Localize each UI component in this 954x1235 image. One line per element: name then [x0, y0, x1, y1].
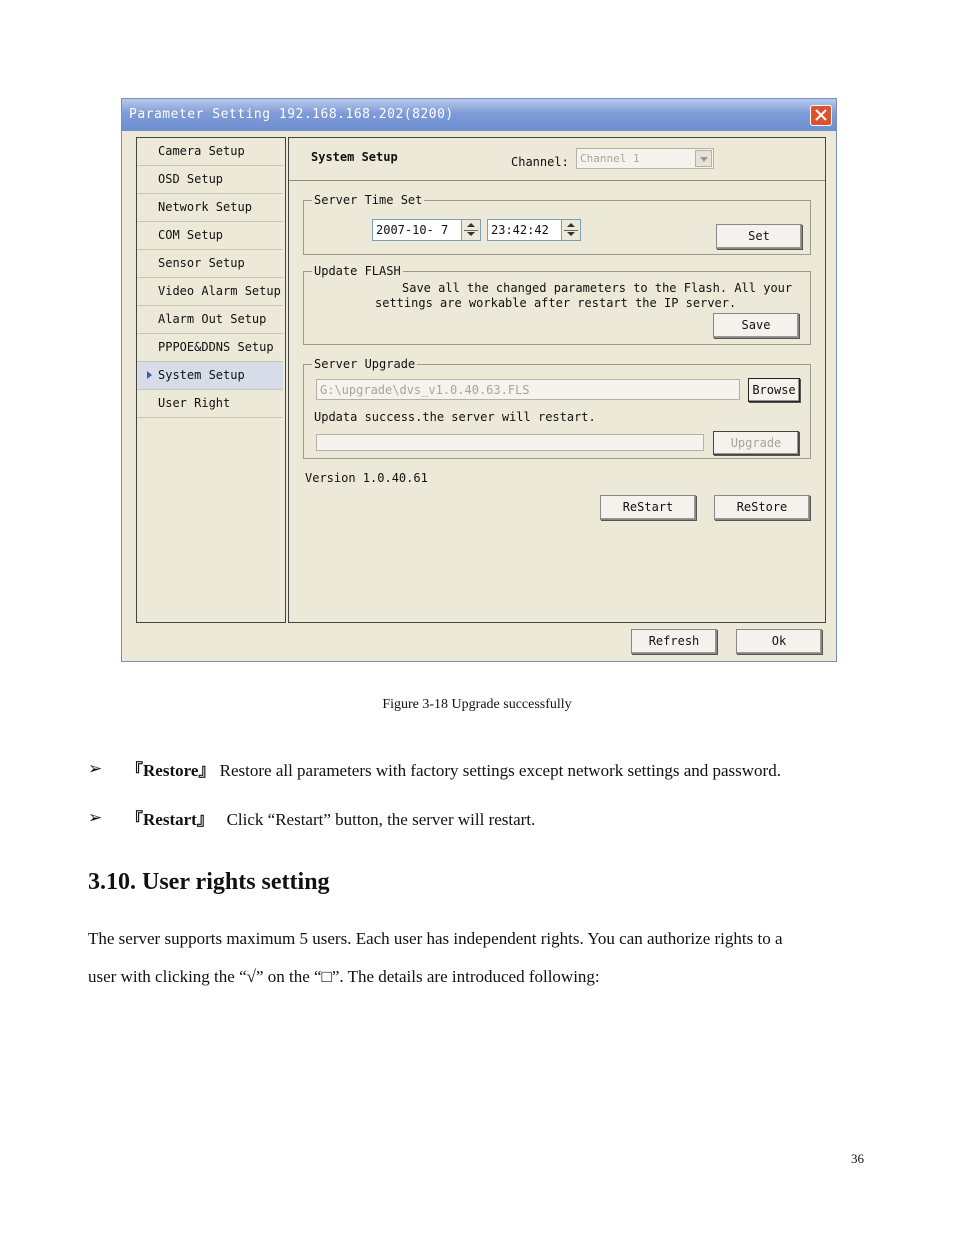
- arrow-bullet-icon: ➢: [88, 759, 103, 778]
- save-button[interactable]: Save: [713, 313, 799, 338]
- flash-text-line1: Save all the changed parameters to the Flash. All your: [402, 281, 793, 295]
- nav-item-video-alarm-setup[interactable]: Video Alarm Setup: [137, 278, 283, 306]
- nav-item-system-setup[interactable]: System Setup: [137, 362, 283, 390]
- arrow-bullet-icon: ➢: [88, 808, 103, 827]
- restart-button[interactable]: ReStart: [600, 495, 696, 520]
- page-number: 36: [851, 1151, 864, 1166]
- nav-item-user-right[interactable]: User Right: [137, 390, 283, 418]
- bullet-text: Restore all parameters with factory settings except network settings and password.: [215, 761, 781, 780]
- bullet-term: 『Restore』: [126, 761, 216, 780]
- bullet-text: Click “Restart” button, the server will restart.: [213, 810, 536, 829]
- upgrade-button[interactable]: Upgrade: [713, 431, 799, 455]
- upgrade-status-text: Updata success.the server will restart.: [314, 410, 596, 424]
- channel-label: Channel:: [511, 155, 569, 169]
- date-spinner[interactable]: [461, 219, 481, 241]
- flash-text-line2: settings are workable after restart the IP server.: [375, 296, 737, 310]
- update-flash-legend: Update FLASH: [314, 264, 401, 278]
- nav-item-camera-setup[interactable]: Camera Setup: [137, 138, 283, 166]
- date-field[interactable]: 2007-10- 7: [372, 219, 462, 241]
- server-time-legend: Server Time Set: [314, 193, 423, 207]
- nav-item-network-setup[interactable]: Network Setup: [137, 194, 283, 222]
- paragraph-line-2: user with clicking the “√” on the “□”. The details are introduced following:: [88, 967, 600, 986]
- figure-caption: Figure 3-18 Upgrade successfully: [382, 697, 572, 712]
- upgrade-progress-bar: [316, 434, 704, 451]
- system-setup-panel: [288, 137, 826, 623]
- nav-item-alarm-out-setup[interactable]: Alarm Out Setup: [137, 306, 283, 334]
- close-icon: [815, 109, 827, 121]
- update-flash-group: [303, 264, 811, 345]
- parameter-setting-window: [121, 98, 837, 662]
- window-title: Parameter Setting 192.168.168.202(8200): [129, 107, 454, 122]
- nav-item-pppoe-ddns-setup[interactable]: PPPOE&DDNS Setup: [137, 334, 283, 362]
- server-upgrade-legend: Server Upgrade: [314, 357, 416, 371]
- section-title: System Setup: [311, 150, 398, 164]
- browse-button[interactable]: Browse: [748, 378, 800, 402]
- header-divider: [289, 180, 825, 181]
- time-spinner[interactable]: [561, 219, 581, 241]
- set-button[interactable]: Set: [716, 224, 802, 249]
- selected-arrow-icon: [147, 371, 152, 379]
- version-text: Version 1.0.40.61: [305, 471, 428, 485]
- nav-item-osd-setup[interactable]: OSD Setup: [137, 166, 283, 194]
- ok-button[interactable]: Ok: [736, 629, 822, 654]
- section-heading: 3.10. User rights setting: [88, 869, 330, 895]
- title-bar[interactable]: [122, 99, 836, 131]
- bullet-term: 『Restart』: [126, 810, 214, 829]
- settings-nav: [136, 137, 286, 623]
- server-time-group: [303, 193, 811, 255]
- channel-select[interactable]: [576, 148, 714, 169]
- time-field[interactable]: 23:42:42: [487, 219, 563, 241]
- upgrade-file-path[interactable]: G:\upgrade\dvs_v1.0.40.63.FLS: [316, 379, 740, 400]
- close-button[interactable]: [810, 105, 832, 126]
- nav-item-com-setup[interactable]: COM Setup: [137, 222, 283, 250]
- chevron-down-icon[interactable]: [695, 150, 712, 167]
- restore-button[interactable]: ReStore: [714, 495, 810, 520]
- nav-item-sensor-setup[interactable]: Sensor Setup: [137, 250, 283, 278]
- refresh-button[interactable]: Refresh: [631, 629, 717, 654]
- channel-value: Channel 1: [580, 152, 640, 165]
- server-upgrade-group: [303, 357, 811, 459]
- paragraph-line-1: The server supports maximum 5 users. Each user has independent rights. You can authorize rights to a: [88, 929, 783, 948]
